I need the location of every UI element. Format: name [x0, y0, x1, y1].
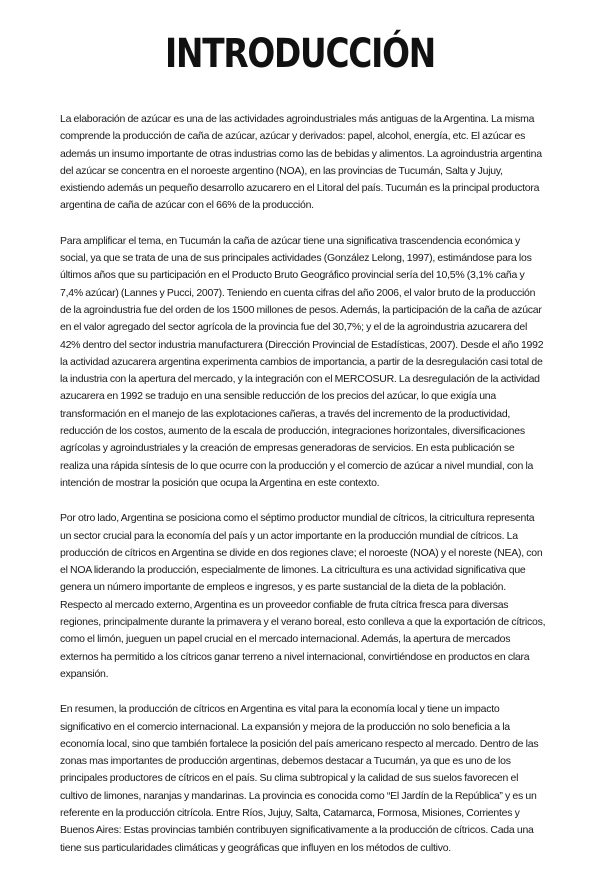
paragraph-summary: En resumen, la producción de cítricos en Argentina es vital para la economía local y tiene un impacto significativo en el comercio internacional. La expansión y mejora de la producción no solo beneficia a la economía local, sino que también fortalece la posición del país americano respecto al mercado. Dentro de las zonas mas importantes de producción argentinas, debemos destacar a Tucumán, ya que es uno de los principales productores de cítricos en el país. Su clima subtropical y la calidad de sus suelos favorecen el cultivo de limones, naranjas y mandarinas. La provincia es conocida como “El Jardín de la República” y es un referente en la producción citrícola. Entre Ríos, Jujuy, Salta, Catamarca, Formosa, Misiones, Corrientes y Buenos Aires: Estas provincias también contribuyen significativamente a la producción de cítricos. Cada una tiene sus particularidades climáticas y geográficas que influyen en los métodos de cultivo.: [60, 703, 539, 854]
body-text: [60, 111, 546, 875]
paragraph-citrus-production: Por otro lado, Argentina se posiciona como el séptimo productor mundial de cítricos, la citricultura representa un sector crucial para la economía del país y un actor importante en la producción mundial de cítricos. La producción de cítricos en Argentina se divide en dos regiones clave; el noroeste (NOA) y el noreste (NEA), con el NOA liderando la producción, especialmente de limones. La citricultura es una actividad significativa que genera un número importante de empleos e ingresos, y es parte sustancial de la dieta de la población. Respecto al mercado externo, Argentina es un proveedor confiable de fruta cítrica fresca para diversas regiones, principalmente durante la primavera y el verano boreal, esto conlleva a que la exportación de cítricos, como el limón, jueguen un papel crucial en el mercado internacional. Además, la apertura de mercados externos ha permitido a los cítricos ganar terreno a nivel internacional, convirtiéndose en productos en clara expansión.: [60, 512, 546, 680]
paragraph-sugar-intro: La elaboración de azúcar es una de las actividades agroindustriales más antiguas de la Argentina. La misma comprende la producción de caña de azúcar, azúcar y derivados: papel, alcohol, energía, etc. El azúcar es además un insumo importante de otras industrias como las de bebidas y alimentos. La agroindustria argentina del azúcar se concentra en el noroeste argentino (NOA), en las provincias de Tucumán, Salta y Jujuy, existiendo además un pequeño desarrollo azucarero en el Litoral del país. Tucumán es la principal productora argentina de caña de azúcar con el 66% de la producción.: [60, 113, 542, 212]
paragraph-tucuman-sugar: Para amplificar el tema, en Tucumán la caña de azúcar tiene una significativa trascendencia económica y social, ya que se trata de una de sus principales actividades (González Lelong, 1997), estimándose para los últimos años que su participación en el Producto Bruto Geográfico provincial sería del 10,5% (3,1% caña y 7,4% azúcar) (Lannes y Pucci, 2007). Teniendo en cuenta cifras del año 2006, el valor bruto de la producción de la agroindustria fue del orden de los 1500 millones de pesos. Además, la participación de la caña de azúcar en el valor agregado del sector agrícola de la provincia fue del 30,7%; y el de la agroindustria azucarera del 42% dentro del sector industria manufacturera (Dirección Provincial de Estadísticas, 2007). Desde el año 1992 la actividad azucarera argentina experimenta cambios de importancia, a partir de la desregulación casi total de la industria con la apertura del mercado, y la integración con el MERCOSUR. La desregulación de la actividad azucarera en 1992 se tradujo en una sensible reducción de los precios del azúcar, lo que exigía una transformación en el manejo de las explotaciones cañeras, a través del incremento de la productividad, reducción de los costos, aumento de la escala de producción, integraciones horizontales, diversificaciones agrícolas y agroindustriales y la creación de empresas generadoras de servicios. En esta publicación se realiza una rápida síntesis de lo que ocurre con la producción y el comercio de azúcar a nivel mundial, con la intención de mostrar la posición que ocupa la Argentina en este contexto.: [60, 234, 544, 489]
page-title: INTRODUCCIÓN: [165, 31, 435, 77]
